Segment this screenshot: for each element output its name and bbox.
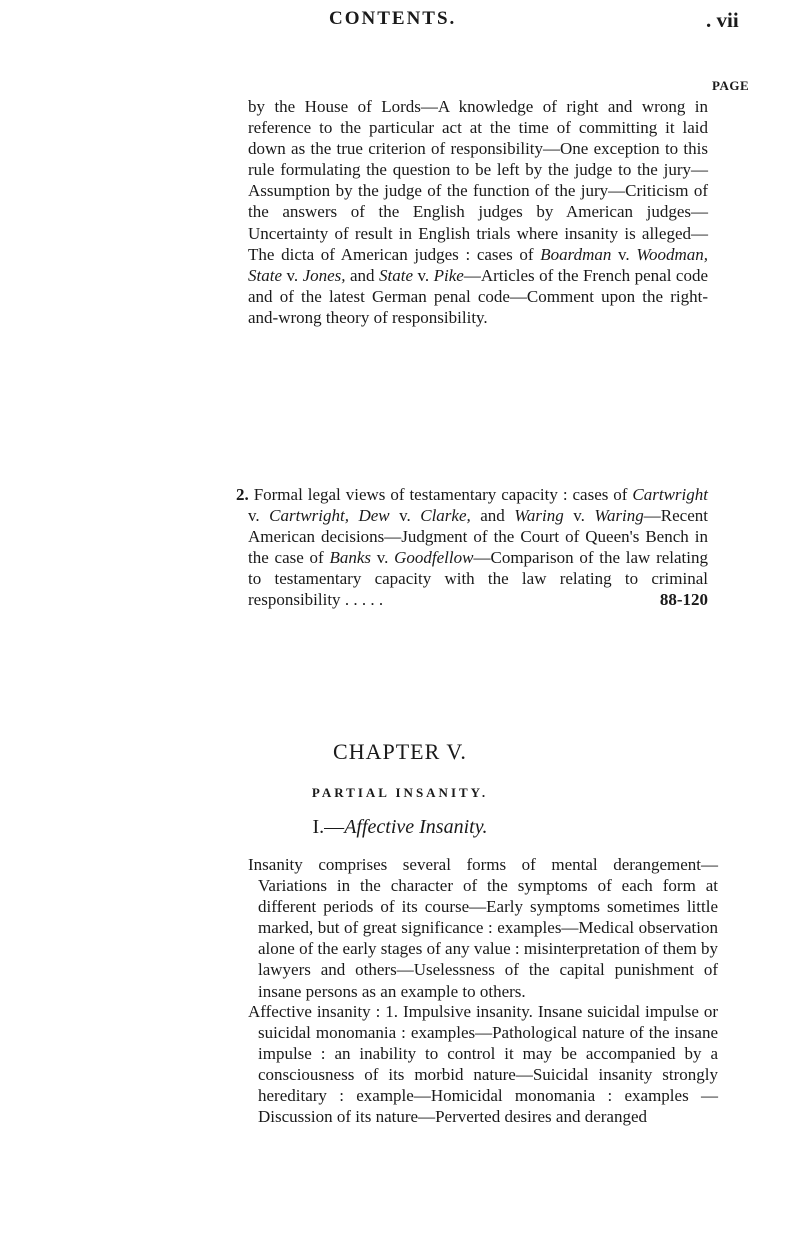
- entry-text: and: [345, 265, 380, 285]
- case-name: Jones,: [302, 265, 346, 285]
- entry-text: v.: [389, 506, 421, 526]
- case-name: Cartwright, Dew: [269, 506, 390, 526]
- chapter-subtitle: PARTIAL INSANITY.: [311, 785, 489, 800]
- case-name: Waring: [594, 506, 644, 526]
- case-name: Pike: [433, 265, 464, 285]
- case-name: Woodman, State: [248, 244, 708, 285]
- case-name: Waring: [514, 506, 564, 526]
- section-heading: [0, 816, 800, 839]
- contents-entry-continued: [248, 96, 708, 328]
- entry-text: v.: [611, 244, 637, 264]
- running-title: CONTENTS.: [329, 8, 457, 29]
- entry-text: —Comparison of the law relating to testamentary capacity with the law relating to criminal responsibility: [248, 548, 708, 610]
- section-title: Affective Insanity.: [344, 816, 488, 838]
- contents-paragraph-2: [248, 1001, 718, 1128]
- entry-text: —Articles of the French penal code and of the latest German penal code—Comment upon the right-and-wrong theory of responsibility.: [248, 265, 708, 327]
- case-name: Cartwright: [632, 485, 708, 504]
- entry-number: 2.: [236, 485, 249, 504]
- section-number: I.—: [312, 816, 345, 838]
- case-name: State: [379, 265, 414, 285]
- dot-leaders: . . . . .: [340, 590, 384, 610]
- contents-paragraph-1: [248, 854, 718, 1002]
- entry-text: v.: [413, 265, 434, 285]
- running-head: [0, 8, 800, 38]
- contents-entry-2: [236, 484, 708, 611]
- case-name: Banks: [329, 548, 371, 568]
- entry-text: v.: [563, 506, 595, 526]
- entry-text: v.: [248, 506, 270, 526]
- page-column-label: PAGE: [712, 78, 750, 93]
- entry-text: by the House of Lords—A knowledge of right and wrong in reference to the particular act at the time of committing it laid down as the true criterion of responsibility—One exception to this rule formulating the question to be left by the judge to the jury—Assumption by the judge of the function of the jury—Criticism of the answers of the English judges by American judges—Uncertainty of result in English trials where insanity is alleged—The dicta of American judges : cases of: [248, 97, 708, 264]
- entry-text: —Recent American decisions—Judgment of the Court of Queen's Bench in the case of: [248, 506, 708, 568]
- chapter-heading: CHAPTER V.: [333, 739, 467, 764]
- paragraph-text: Insanity comprises several forms of mental derangement—Variations in the character of the symptoms of each form at different periods of its course—Early symptoms sometimes little marked, but of great significance : examples—Medical observation alone of the early stages of any value : misinterpretation of them by lawyers and others—Uselessness of the capital punishment of insane persons as an example to others.: [248, 855, 718, 1001]
- entry-text: and: [470, 506, 515, 526]
- page-number: . vii: [706, 8, 739, 32]
- case-name: Clarke,: [420, 506, 471, 526]
- entry-text: Formal legal views of testamentary capacity : cases of: [248, 485, 633, 504]
- case-name: Goodfellow: [394, 548, 474, 568]
- page-range: 88-120: [659, 590, 708, 610]
- case-name: Boardman: [540, 244, 612, 264]
- entry-text: v.: [282, 265, 303, 285]
- paragraph-text: Affective insanity : 1. Impulsive insanity. Insane suicidal impulse or suicidal monomania : examples—Pathological nature of the insane impulse : an inability to control it may be accompanied by a consciousness of its morbid nature—Suicidal insanity strongly hereditary : example—Homicidal monomania : examples —Discussion of its nature—Perverted desires and deranged: [248, 1002, 718, 1127]
- entry-text: v.: [370, 548, 395, 568]
